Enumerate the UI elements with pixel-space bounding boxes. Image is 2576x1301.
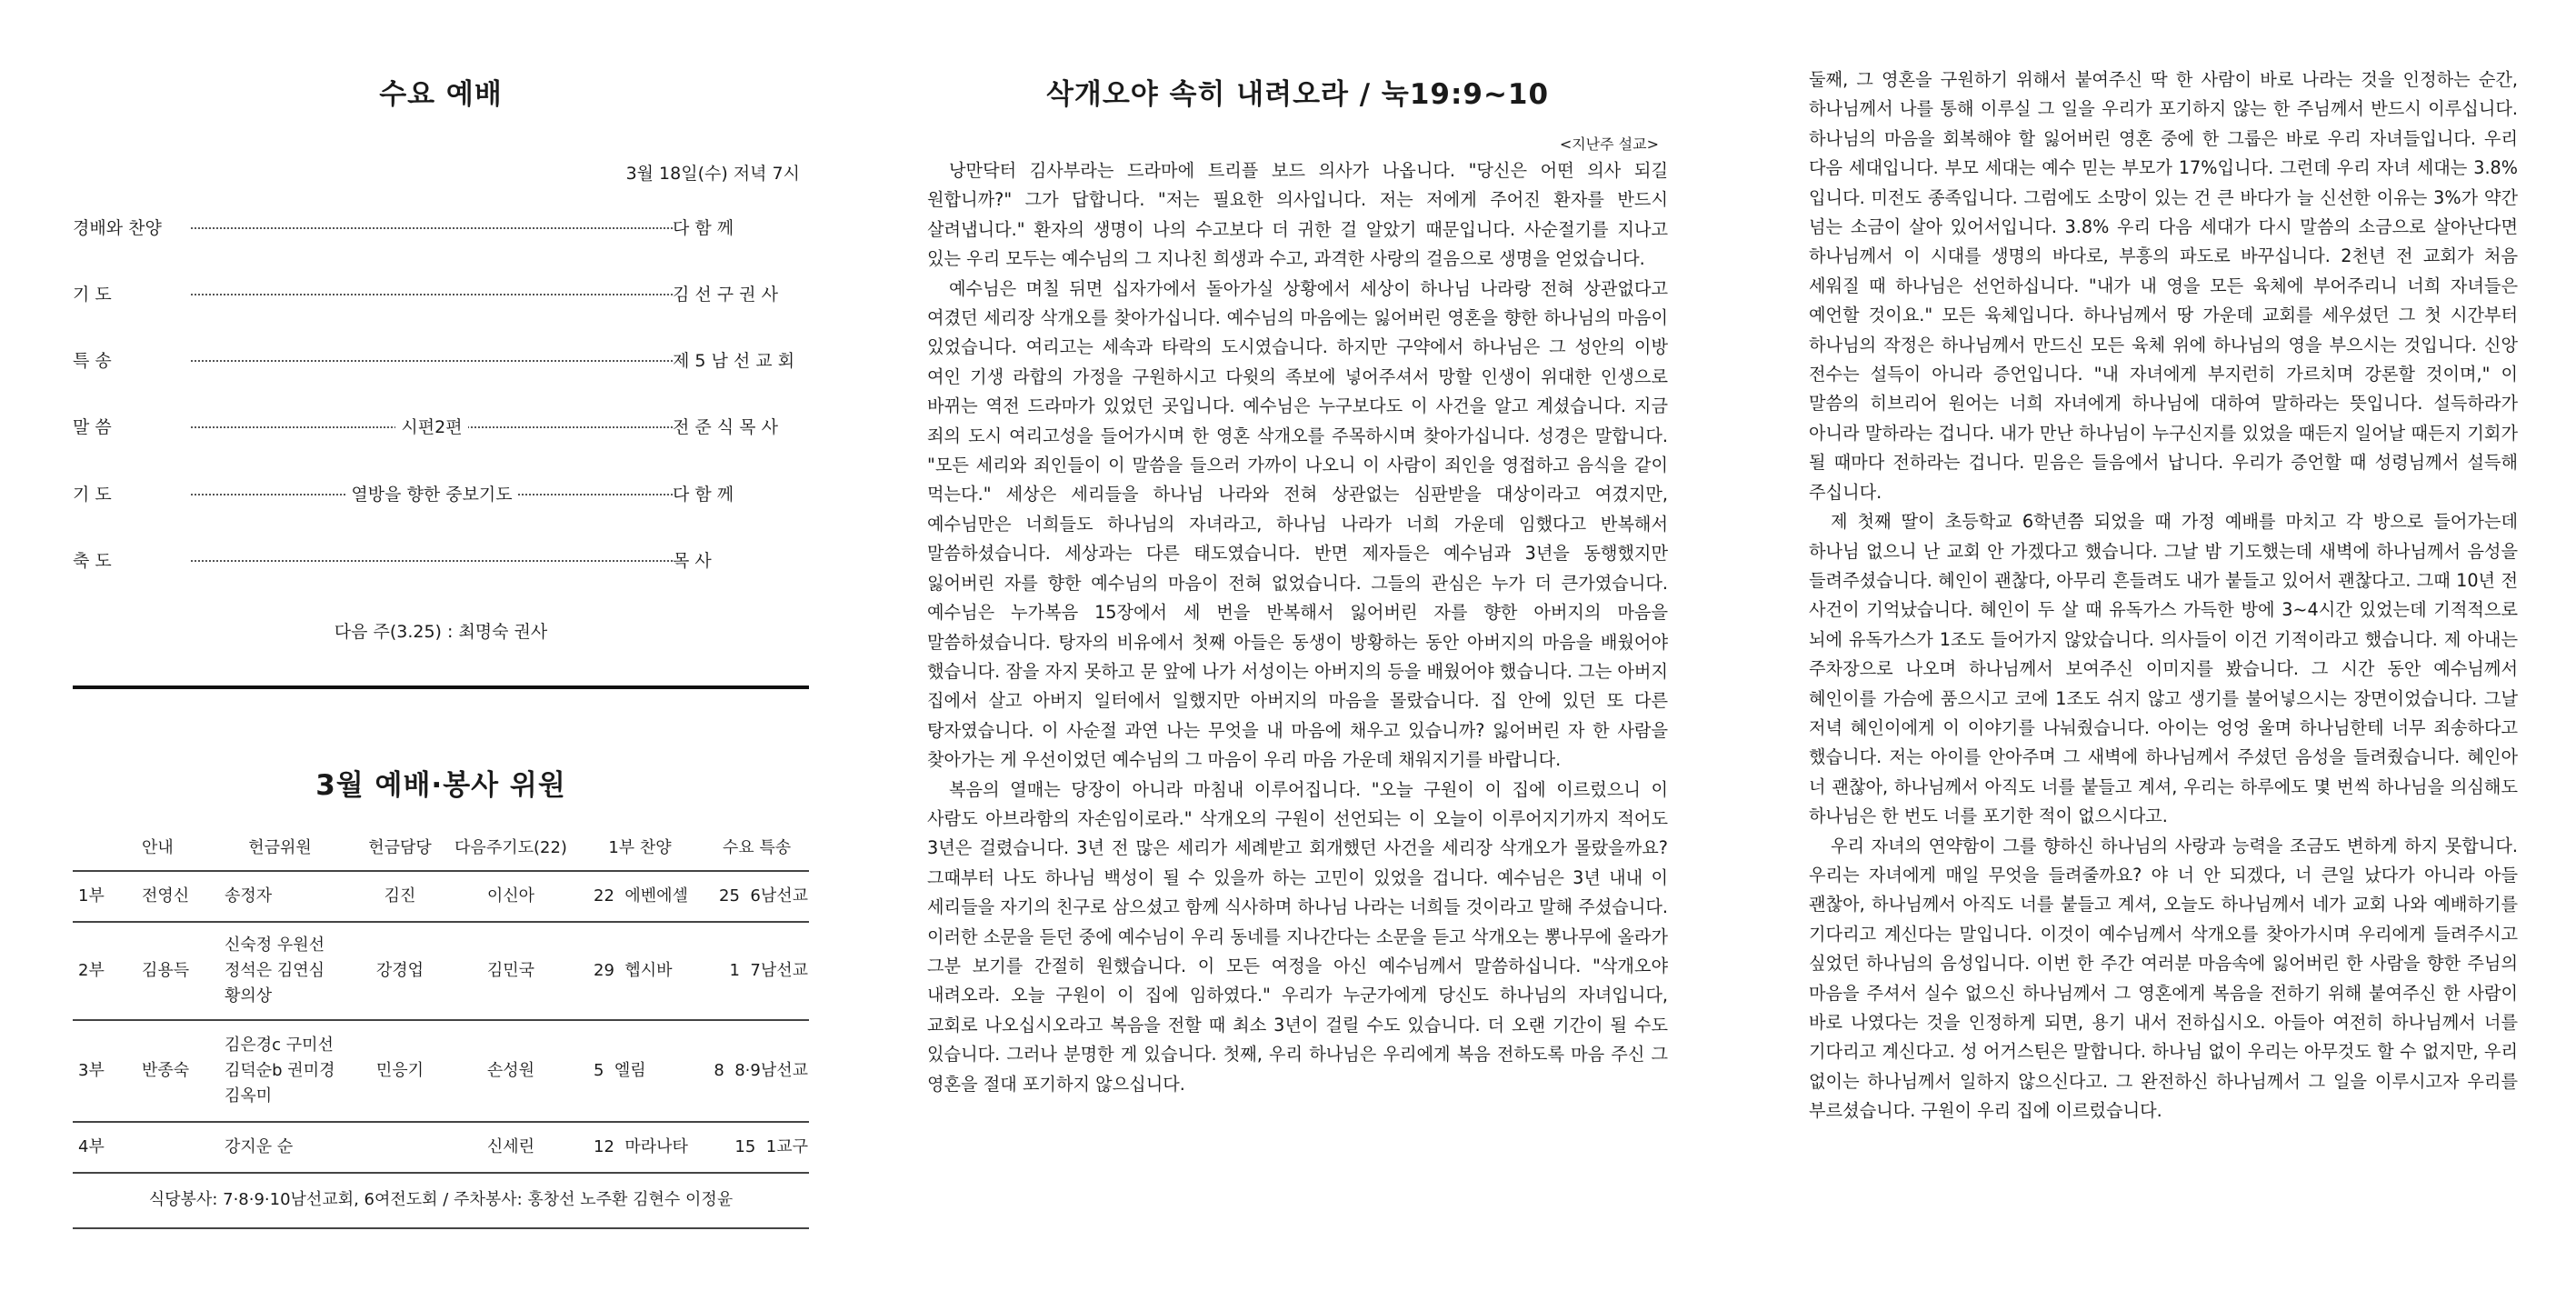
table-cell: 강경업 (354, 922, 446, 1020)
table-row (73, 871, 809, 922)
paragraph: 예수님은 며칠 뒤면 십자가에서 돌아가실 상황에서 세상이 하나님 나라랑 전혀 상관없다고 여겼던 세리장 삭개오를 찾아가십니다. 예수님의 마음에는 잃어버린 영혼을 향한 하나님의 마음이 있었습니다. 여리고는 세속과 타락의 도시였습니다. 하지만 구약에서 하나님은 그 성안의 이방 여인 기생 라합의 가정을 구원하시고 다윗의 족보에 넣어주셔서 망할 인생이 위대한 인생으로 바뀌는 역전 드라마가 있었던 곳입니다. 예수님은 누구보다도 이 사건을 알고 계셨습니다. 지금 죄의 도시 여리고성을 들어가시며 한 영혼 삭개오를 주목하시며 찾아가십니다. 성경은 말합니다. "모든 세리와 죄인들이 이 말씀을 들으러 가까이 나오니 이 사람이 죄인을 영접하고 음식을 같이 먹는다." 세상은 세리들을 하나님 나라와 전혀 상관없는 심판받을 대상이라고 여겼지만, 예수님만은 너희들도 하나님의 자녀라고, 하나님 나라가 너희 가운데 임했다고 반복해서 말씀하셨습니다. 세상과는 다른 태도였습니다. 반면 제자들은 예수님과 3년을 동행했지만 잃어버린 자를 향한 예수님의 마음이 전혀 없었습니다. 그들의 관심은 누가 더 큰가였습니다. 예수님은 누가복음 15장에서 세 번을 반복해서 잃어버린 자를 향한 아버지의 마음을 말씀하셨습니다. 탕자의 비유에서 첫째 아들은 동생이 방황하는 동안 아버지의 마음을 배웠어야 했습니다. 잠을 자지 못하고 문 앞에 나가 서성이는 아버지의 등을 배웠어야 했습니다. 그는 아버지 집에서 살고 아버지 일터에서 일했지만 아버지의 마음을 몰랐습니다. 집 안에 있던 또 다른 탕자였습니다. 이 사순절 과연 나는 무엇을 내 마음에 채우고 있습니까? 잃어버린 자 한 사람을 찾아가는 게 우선이었던 예수님의 그 마음이 우리 마음 가운데 채워지기를 바랍니다. (927, 277, 1668, 771)
duty-header: 헌금담당 (354, 823, 446, 871)
table-cell: 5 엘림 (575, 1020, 704, 1122)
wednesday-service-title: 수요 예배 (379, 78, 503, 111)
next-week-prayer: 다음 주(3.25) : 최명숙 권사 (334, 622, 548, 642)
table-cell: 8 8·9남선교 (704, 1020, 809, 1122)
table-cell: 김용득 (141, 922, 206, 1020)
dotted-leader (191, 560, 673, 562)
table-row (73, 1122, 809, 1173)
table-cell: 15 1교구 (704, 1122, 809, 1173)
table-cell: 4부 (73, 1122, 141, 1173)
order-item (73, 340, 809, 376)
paragraph: 둘째, 그 영혼을 구원하기 위해서 붙여주신 딱 한 사람이 바로 나라는 것을 인정하는 순간, 하나님께서 나를 통해 이루실 그 일을 우리가 포기하지 않는 한 주님께서 반드시 이루십니다. 하나님의 마음을 회복해야 할 잃어버린 영혼 중에 한 그룹은 바로 우리 자녀들입니다. 우리 다음 세대입니다. 부모 세대는 예수 믿는 부모가 17%입니다. 그런데 우리 자녀 세대는 3.8%입니다. 미전도 종족입니다. 그럼에도 소망이 있는 건 큰 바다가 늘 신선한 이유는 3%가 약간 넘는 소금이 살아 있어서입니다. 3.8% 우리 다음 세대가 다시 말씀의 소금으로 살아난다면 하나님께서 이 시대를 생명의 바다로, 부흥의 파도로 바꾸십니다. 2천년 전 교회가 처음 세워질 때 하나님은 선언하십니다. "내가 내 영을 모든 육체에 부어주리니 너희 자녀들은 예언할 것이요." 모든 육체입니다. 하나님께서 땅 가운데 교회를 세우셨던 그 첫 시간부터 하나님의 작정은 하나님께서 만드신 모든 육체 위에 하나님의 영을 부으시는 것입니다. 신앙 전수는 설득이 아니라 증언입니다. "내 자녀에게 부지런히 가르치며 강론할 것이며," 이 말씀의 히브리어 원어는 너희 자녀에게 하나님에 대하여 말하라는 뜻입니다. 설득하라가 아니라 말하라는 겁니다. 내가 만난 하나님이 누구신지를 있었을 때든지 일어날 때든지 기회가 될 때마다 전하라는 겁니다. 믿음은 들음에서 납니다. 우리가 증언할 때 성령님께서 설득해 주십니다. (1809, 69, 2518, 503)
sermon-title: 삭개오야 속히 내려오라 / 눅19:9~10 (1045, 78, 1550, 111)
order-person: 김 선 구 권 사 (673, 285, 778, 305)
table-row (73, 1020, 809, 1122)
section-divider (73, 686, 809, 689)
table-cell: 김민국 (446, 922, 575, 1020)
order-item (73, 207, 809, 244)
paragraph: 복음의 열매는 당장이 아니라 마침내 이루어집니다. "오늘 구원이 이 집에 이르렀으니 이 사람도 아브라함의 자손임이로라." 삭개오의 구원이 선언되는 이 오늘이 이루어지기까지 적어도 3년은 걸렸습니다. 3년 전 많은 세리가 세례받고 회개했던 사건을 세리장 삭개오가 몰랐을까요? 그때부터 나도 하나님 백성이 될 수 있을까 하는 고민이 있었을 겁니다. 예수님은 3년 내내 이 세리들을 자기의 친구로 삼으셨고 함께 식사하며 하나님 나라는 너희들 것이라고 말해 주셨습니다. 이러한 소문을 듣던 중에 예수님이 우리 동네를 지나간다는 소문을 듣고 삭개오는 뽕나무에 올라가 그분 보기를 간절히 원했습니다. 이 모든 여정을 아신 예수님께서 말씀하십니다. "삭개오야 내려오라. 오늘 구원이 이 집에 임하였다." 우리가 누군가에게 당신도 하나님의 자녀입니다, 교회로 나오십시오라고 복음을 전할 때 최소 3년이 걸릴 수도 있습니다. 더 오랜 기간이 될 수도 있습니다. 그러나 분명한 게 있습니다. 첫째, 우리 하나님은 우리에게 복음 전하도록 마음 주신 그 영혼을 절대 포기하지 않으십니다. (927, 778, 1668, 1095)
order-detail: 열방을 향한 중보기도 (191, 481, 673, 505)
duty-header: 안내 (141, 823, 206, 871)
duty-header-row (73, 823, 809, 871)
service-date: 3월 18일(수) 저녁 7시 (625, 164, 800, 184)
order-person: 목 사 (673, 551, 712, 571)
table-cell: 이신아 (446, 871, 575, 922)
table-cell: 손성원 (446, 1020, 575, 1122)
duty-header (73, 823, 141, 871)
order-label: 기 도 (73, 485, 112, 505)
dotted-leader (191, 294, 673, 295)
table-row (73, 922, 809, 1020)
table-cell: 전영신 (141, 871, 206, 922)
paragraph: 제 첫째 딸이 초등학교 6학년쯤 되었을 때 가정 예배를 마치고 각 방으로 들어가는데 하나님 없으니 난 교회 안 가겠다고 했습니다. 그날 밤 기도했는데 새벽에 하나님께서 음성을 들려주셨습니다. 혜인이 괜찮다, 아무리 흔들려도 내가 붙들고 있어서 괜찮다고. 그때 10년 전 사건이 기억났습니다. 혜인이 두 살 때 유독가스 가득한 방에 3~4시간 있었는데 기적적으로 뇌에 유독가스가 1조도 들어가지 않았습니다. 의사들이 이건 기적이라고 했습니다. 제 아내는 주차장으로 나오며 하나님께서 보여주신 이미지를 봤습니다. 그 시간 동안 예수님께서 혜인이를 가슴에 품으시고 코에 1조도 쉬지 않고 생기를 불어넣으시는 장면이었습니다. 그날 저녁 혜인이에게 이 이야기를 나눠줬습니다. 아이는 엉엉 울며 하나님한테 너무 죄송하다고 했습니다. 저는 아이를 안아주며 그 새벽에 하나님께서 주셨던 음성을 들려줬습니다. 혜인아 너 괜찮아, 하나님께서 아직도 너를 붙들고 계셔, 우리는 하루에도 몇 번씩 하나님을 의심해도 하나님은 한 번도 너를 포기한 적이 없으시다고. (1809, 511, 2518, 827)
order-person: 다 함 께 (673, 218, 734, 238)
order-item (73, 406, 809, 443)
duty-title: 3월 예배·봉사 위원 (315, 769, 566, 802)
table-cell: 12 마라나타 (575, 1122, 704, 1173)
table-cell: 김은경c 구미선 김덕순b 권미경 김옥미 (206, 1020, 354, 1122)
order-label: 말 씀 (73, 417, 112, 437)
table-cell: 3부 (73, 1020, 141, 1122)
table-cell (141, 1122, 206, 1173)
table-cell: 신세린 (446, 1122, 575, 1173)
dotted-leader (191, 360, 673, 362)
order-person: 제 5 남 선 교 회 (673, 351, 795, 371)
order-item (73, 540, 809, 576)
sermon-subtitle: <지난주 설교> (1559, 135, 1659, 153)
order-person: 전 준 식 목 사 (673, 417, 778, 437)
order-label: 경배와 찬양 (73, 218, 162, 238)
order-detail: 시편2편 (191, 414, 673, 438)
duty-header: 수요 특송 (704, 823, 809, 871)
table-cell (354, 1122, 446, 1173)
order-label: 특 송 (73, 351, 112, 371)
volunteer-footer: 식당봉사: 7·8·9·10남선교회, 6여전도회 / 주차봉사: 홍창선 노주환 김현수 이정윤 (148, 1190, 734, 1209)
table-cell: 22 에벤에셀 (575, 871, 704, 922)
duty-header: 헌금위원 (206, 823, 354, 871)
table-cell: 김진 (354, 871, 446, 922)
order-person: 다 함 께 (673, 485, 734, 505)
table-cell: 신숙정 우원선 정석은 김연심 황의상 (206, 922, 354, 1020)
table-cell: 반종숙 (141, 1020, 206, 1122)
order-label: 축 도 (73, 551, 112, 571)
footer-rule (73, 1227, 809, 1229)
table-cell: 25 6남선교 (704, 871, 809, 922)
order-label: 기 도 (73, 285, 112, 305)
dotted-leader (191, 227, 673, 229)
table-cell: 2부 (73, 922, 141, 1020)
duty-header: 다음주기도(22) (446, 823, 575, 871)
table-cell: 1부 (73, 871, 141, 922)
duty-table (73, 823, 809, 1174)
paragraph: 우리 자녀의 연약함이 그를 향하신 하나님의 사랑과 능력을 조금도 변하게 하지 못합니다. 우리는 자녀에게 매일 무엇을 들려줄까요? 야 너 안 되겠다, 너 큰일 났다가 아니라 아들 괜찮아, 하나님께서 아직도 너를 붙들고 계셔, 오늘도 하나님께서 네가 교회 나와 예배하기를 기다리고 계신다는 말입니다. 이것이 예수님께서 삭개오를 찾아가시며 우리에게 들려주시고 싶었던 하나님의 음성입니다. 이번 한 주간 여러분 마음속에 잃어버린 한 사람을 향한 주님의 마음을 주셔서 실수 없으신 하나님께서 그 영혼에게 복음을 전하기 위해 붙여주신 한 사람이 바로 나였다는 것을 인정하게 되면, 용기 내서 전하십시오. 아들아 여전히 하나님께서 너를 기다리고 계신다고. 성 어거스틴은 말합니다. 하나님 없이 우리는 아무것도 할 수 없지만, 우리 없이는 하나님께서 일하지 않으신다고. 그 완전하신 하나님께서 그 일을 이루시고자 우리를 부르셨습니다. 구원이 우리 집에 이르렀습니다. (1809, 835, 2518, 1122)
table-cell: 민응기 (354, 1020, 446, 1122)
sermon-body-continued (1809, 65, 2518, 1126)
table-cell: 29 헵시바 (575, 922, 704, 1020)
duty-header: 1부 찬양 (575, 823, 704, 871)
order-item (73, 474, 809, 510)
table-cell: 송정자 (206, 871, 354, 922)
table-cell: 1 7남선교 (704, 922, 809, 1020)
paragraph: 낭만닥터 김사부라는 드라마에 트리플 보드 의사가 나옵니다. "당신은 어떤 의사 되길 원합니까?" 그가 답합니다. "저는 필요한 의사입니다. 저는 저에게 주어진 환자를 반드시 살려냅니다." 환자의 생명이 나의 수고보다 더 귀한 걸 알았기 때문입니다. 사순절기를 지나고 있는 우리 모두는 예수님의 그 지나친 희생과 수고, 과격한 사랑의 걸음으로 생명을 얻었습니다. (927, 160, 1668, 270)
table-cell: 강지운 순 (206, 1122, 354, 1173)
sermon-body (927, 156, 1668, 1099)
order-item (73, 274, 809, 310)
